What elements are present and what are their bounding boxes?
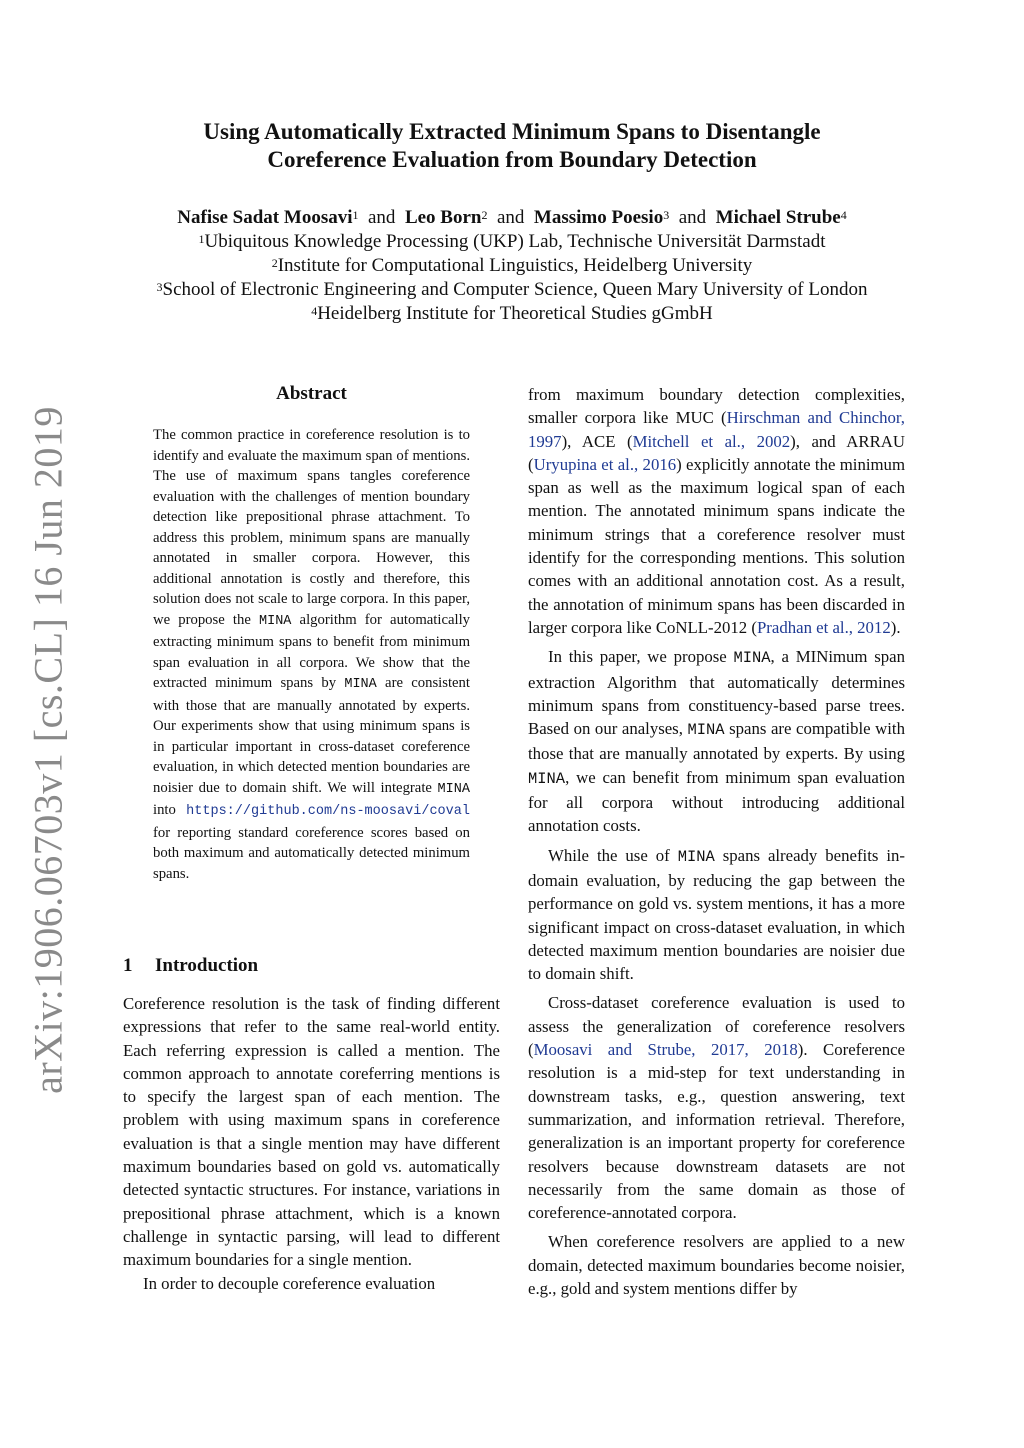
and-2: and (496, 207, 525, 228)
body-text: ) explicitly annotate the minimum span as well as the maximum logical span of each mention. The annotated minimum spans indicate the minimum strings that a coreference resolver must identify for the corresponding mentions. This solution comes with an additional annotation cost. As a result, the annotation of minimum spans has been discarded in larger corpora like CoNLL-2012 ( (528, 454, 905, 637)
affiliation-4-text: Heidelberg Institute for Theoretical Studies gGmbH (317, 303, 713, 324)
body-text: ), ACE ( (561, 431, 633, 451)
author-2-sup: 2 (481, 208, 488, 222)
mina-term: MINA (687, 721, 725, 740)
coval-url-link[interactable]: https://github.com/ns-moosavi/coval (186, 804, 470, 819)
author-4: Michael Strube (715, 207, 841, 228)
author-3-sup: 3 (663, 208, 670, 222)
right-paragraph-1 (528, 383, 905, 639)
citation-link-ace[interactable]: Mitchell et al., 2002 (632, 431, 791, 451)
arxiv-identifier-stamp: arXiv:1906.06703v1 [cs.CL] 16 Jun 2019 (25, 406, 71, 1094)
mina-term: MINA (733, 649, 771, 668)
affiliation-1-sup: 1 (198, 232, 205, 246)
author-1: Nafise Sadat Moosavi (177, 207, 353, 228)
affiliation-1-text: Ubiquitous Knowledge Processing (UKP) Lab, Technische Universität Darmstadt (204, 231, 826, 252)
right-column (528, 383, 905, 1300)
body-text: ), and ARRAU ( (528, 431, 905, 474)
body-text: , a MINimum span extraction Algorithm that automatically determines minimum spans from constituency-based parse trees. Based on our analyses, (528, 647, 905, 739)
body-text: While the use of (548, 845, 678, 865)
paper-title (120, 118, 904, 174)
right-paragraph-2 (528, 645, 905, 837)
title-line-1: Using Automatically Extracted Minimum Spans to Disentangle (203, 119, 821, 144)
intro-paragraph-2: In order to decouple coreference evaluation (143, 1273, 436, 1293)
author-4-sup: 4 (840, 208, 847, 222)
citation-link-arrau[interactable]: Uryupina et al., 2016 (533, 454, 677, 474)
body-text: Cross-dataset coreference evaluation is used to assess the generalization of coreference resolvers ( (528, 993, 905, 1060)
mina-term: MINA (677, 847, 715, 866)
right-paragraph-5: When coreference resolvers are applied to a new domain, detected maximum boundaries become noisier, e.g., gold and system mentions differ by (528, 1232, 905, 1298)
body-text: spans are compatible with those that are manually annotated by experts. By using (528, 719, 905, 764)
abstract-heading: Abstract (276, 383, 347, 404)
title-line-2: Coreference Evaluation from Boundary Detection (267, 147, 757, 172)
right-paragraph-4 (528, 991, 905, 1224)
body-text: ). (890, 617, 901, 637)
affiliation-3-sup: 3 (156, 280, 163, 294)
section-title: Introduction (155, 955, 259, 976)
section-heading-introduction (123, 955, 258, 977)
and-3: and (678, 207, 707, 228)
affiliation-3 (120, 278, 904, 302)
author-block (120, 206, 904, 326)
mina-term: MINA (258, 613, 292, 629)
abstract-text: The common practice in coreference resolution is to identify and evaluate the maximum span of mentions. The use of maximum spans tangles coreference evaluation with the challenges of mention boundary detection like prepositional phrase attachment. To address this problem, minimum spans are manually annotated in smaller corpora. However, this additional annotation is costly and therefore, this solution does not scale to large corpora. In this paper, we propose the (153, 427, 470, 628)
introduction-left-column (123, 992, 500, 1295)
body-text: ). Coreference resolution is a mid-step for text understanding in downstream tasks, e.g., question answering, text summarization, and information retrieval. Therefore, generalization is an important property for coreference resolvers because downstream datasets are not necessarily from the same domain as those of coreference-annotated corpora. (528, 1040, 905, 1223)
mina-term: MINA (528, 769, 566, 788)
abstract-body (153, 425, 470, 884)
citation-link-moosavi[interactable]: Moosavi and Strube, 2017, 2018 (533, 1040, 798, 1060)
intro-paragraph-1: Coreference resolution is the task of finding different expressions that refer to the same real-world entity. Each referring expression is called a mention. The common approach to annotate coreferring mentions is to specify the largest span of each mention. The problem with using maximum spans in coreference evaluation is that a single mention may have different maximum boundaries based on gold vs. automatically detected syntactic structures. For instance, variations in prepositional phrase attachment, which is a known challenge in syntactic parsing, will lead to different maximum boundaries for a single mention. (123, 994, 500, 1270)
author-1-sup: 1 (352, 208, 359, 222)
author-3: Massimo Poesio (533, 207, 664, 228)
affiliation-2-text: Institute for Computational Linguistics, Heidelberg University (277, 255, 753, 276)
abstract-text: into (153, 802, 187, 818)
mina-term: MINA (437, 781, 470, 797)
abstract-text: are consistent with those that are manually annotated by experts. Our experiments show that using minimum spans is in particular important in cross-dataset coreference evaluation, in which detected mention boundaries are noisier due to domain shift. We will integrate (153, 675, 470, 796)
abstract-text: algorithm for automatically extracting minimum spans to benefit from minimum span evaluation in all corpora. We show that the extracted minimum spans by (153, 611, 470, 691)
body-text: , we can benefit from minimum span evaluation for all corpora without introducing additional annotation costs. (528, 767, 905, 836)
author-names (120, 206, 904, 230)
affiliation-3-text: School of Electronic Engineering and Computer Science, Queen Mary University of London (162, 279, 868, 300)
body-text: In this paper, we propose (548, 647, 734, 667)
affiliation-1 (120, 230, 904, 254)
section-number: 1 (123, 955, 133, 976)
author-2: Leo Born (404, 207, 482, 228)
body-text: spans already benefits in-domain evaluation, by reducing the gap between the performance on gold vs. system mentions, it has a more significant impact on cross-dataset evaluation, in which detected maximum mention boundaries are noisier due to domain shift. (528, 845, 906, 984)
citation-link-muc[interactable]: Hirschman and Chinchor, 1997 (528, 408, 906, 451)
and-1: and (368, 207, 396, 228)
right-paragraph-3 (528, 844, 905, 986)
affiliation-4 (120, 302, 904, 326)
citation-link-conll[interactable]: Pradhan et al., 2012 (756, 617, 891, 637)
mina-term: MINA (344, 677, 377, 692)
affiliation-4-sup: 4 (311, 304, 318, 318)
affiliation-2 (120, 254, 904, 278)
body-text: from maximum boundary detection complexities, smaller corpora like MUC ( (528, 385, 905, 428)
abstract-text: for reporting standard coreference scores based on both maximum and automatically detected minimum spans. (153, 824, 470, 882)
affiliation-2-sup: 2 (271, 256, 278, 270)
